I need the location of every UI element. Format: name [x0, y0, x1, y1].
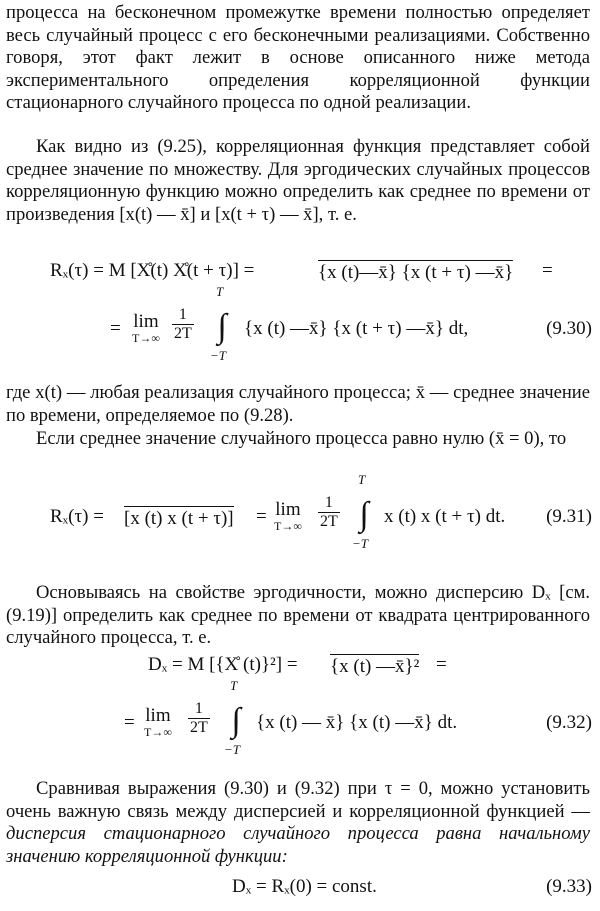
paragraph-ergodic: Как видно из (9.25), корреляционная функция представляет собой среднее значение по множеству. Для эргодических случайных процессов корреляционную функцию можно определить как среднее по времени от произведения [x(t) — x̄] и [x(t + τ) — x̄], т. е.: [6, 136, 590, 225]
paragraph-dispersion: Основываясь на свойстве эргодичности, можно дисперсию Dₓ [см. (9.19)] определить как среднее по времени от квадрата центрированного случайного процесса, т. е.: [6, 582, 590, 648]
eq932-fraction: $\frac{1}{2T}$: [190, 700, 208, 736]
eq931-integrand: x (t) x (t + τ) dt.: [384, 506, 506, 527]
eq932-integral: T ∫ −T: [224, 678, 241, 757]
paragraph-zero-mean: Если среднее значение случайного процесса равно нулю (x̄ = 0), то: [36, 428, 567, 449]
equation-9-31: [0, 472, 600, 570]
eq931-fraction: $\frac{1}{2T}$: [320, 494, 338, 530]
eq930-number: (9.30): [546, 318, 592, 339]
eq931-overline-term: [x (t) x (t + τ)]: [124, 508, 234, 529]
comparison-text: Сравнивая выражения (9.30) и (9.32) при τ = 0, можно установить очень важную связь между дисперсией и корреляционной функцией —: [6, 778, 590, 822]
paragraph-where: где x(t) — любая реализация случайного процесса; x̄ — среднее значение по времени, определяемое по (9.28).: [6, 382, 590, 426]
eq932-number: (9.32): [546, 712, 592, 733]
eq933-body: Dₓ = Rₓ(0) = const.: [232, 876, 377, 897]
eq930-equals: =: [542, 260, 553, 281]
eq932-equals2: =: [124, 712, 135, 733]
eq931-left: Rₓ(τ) =: [50, 506, 104, 527]
eq931-limit: lim T→∞: [274, 499, 302, 533]
eq932-left: Dₓ = M [{X̊ (t)}²] =: [148, 654, 298, 675]
eq930-integrand: {x (t) —x̄} {x (t + τ) —x̄} dt,: [244, 318, 469, 339]
eq930-overline-term: {x (t)—x̄} {x (t + τ) —x̄}: [318, 262, 514, 283]
eq932-equals: =: [436, 654, 447, 675]
eq930-fraction: $\frac{1}{2T}$: [174, 306, 192, 342]
equation-9-33: [0, 872, 600, 902]
eq930-equals2: =: [110, 318, 121, 339]
eq932-integrand: {x (t) — x̄} {x (t) —x̄} dt.: [256, 712, 458, 733]
eq930-left: Rₓ(τ) = M [X̊(t) X̊(t + τ)] =: [50, 260, 255, 281]
paragraph-intro: процесса на бесконечном промежутке времени полностью определяет весь случайный процесс с его бесконечными реализациями. Собственно говоря, этот факт лежит в основе описанного ниже метода экспериментального определения корреляционной функции стационарного случайного процесса по одной реализации.: [6, 2, 590, 113]
eq931-integral: T ∫ −T: [352, 472, 369, 551]
eq930-integral: T ∫ −T: [210, 284, 227, 363]
comparison-italic: дисперсия стационарного случайного процесса равна начальному значению корреляционной функции:: [6, 823, 590, 867]
eq932-overline-term: {x (t) —x̄}²: [330, 656, 420, 677]
eq930-limit: lim T→∞: [132, 311, 160, 345]
eq931-equals: =: [256, 506, 267, 527]
eq932-limit: lim T→∞: [144, 705, 172, 739]
paragraph-comparison: [6, 778, 590, 868]
equation-9-30: [0, 252, 600, 362]
equation-9-32: [0, 650, 600, 760]
eq931-number: (9.31): [546, 506, 592, 527]
eq933-number: (9.33): [546, 876, 592, 897]
